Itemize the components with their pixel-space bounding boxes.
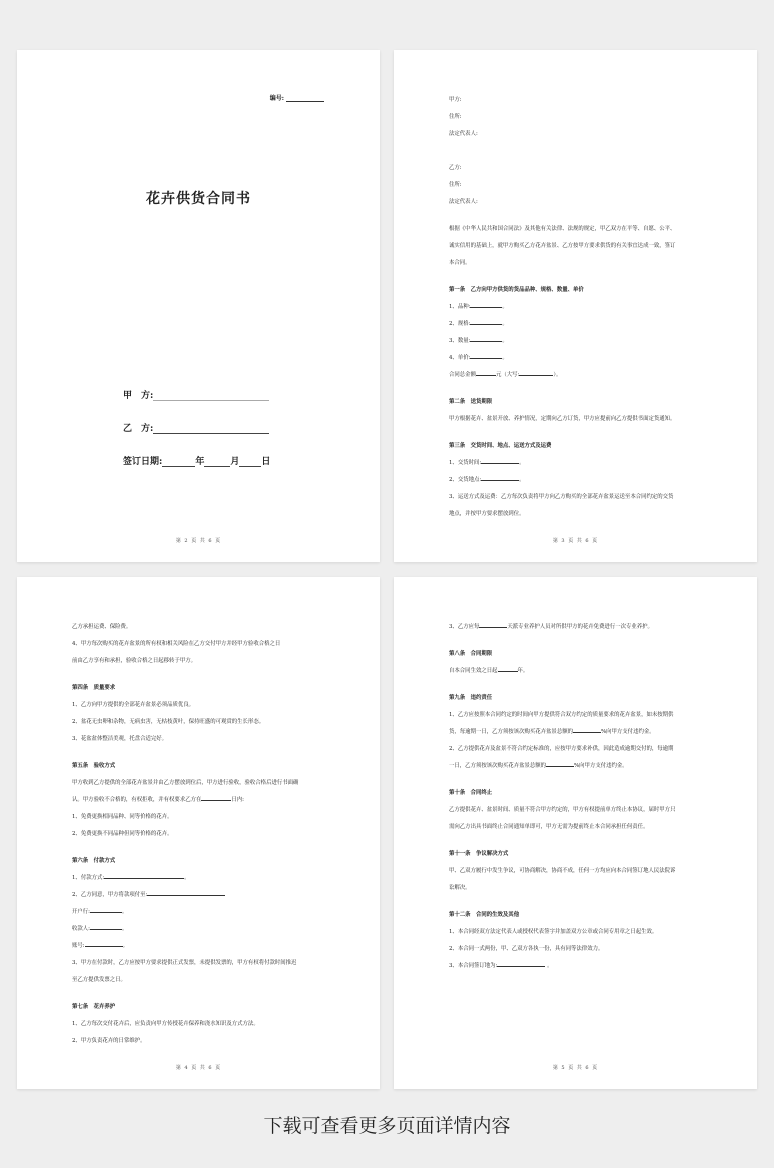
contract-number-label: 编号: [269, 95, 284, 102]
text-line: 2、免费更换不同品种但同等价格的花卉。 [72, 831, 173, 837]
text-line: 本合同。 [449, 260, 471, 266]
year-blank [162, 457, 195, 467]
year-label: 年 [195, 457, 205, 467]
blank-line [498, 666, 518, 672]
text-line: 根据《中华人民共和国合同法》及其他有关法律、法规的规定，甲乙双方在平等、自愿、公平、 [449, 226, 676, 232]
text-line: 1、免费更换相同品种、同等价格的花卉。 [72, 814, 173, 820]
section-heading: 第一条 乙方向甲方供货的货品品种、规格、数量、单价 [449, 287, 584, 293]
section-heading: 第六条 付款方式 [72, 858, 116, 864]
line-text: 自本合同生效之日起 [449, 668, 498, 674]
text-line: 乙方: [449, 165, 462, 171]
section-heading: 第七条 花卉养护 [72, 1004, 116, 1010]
blank-line [497, 961, 545, 967]
cover-title: 花卉供货合同书 [146, 191, 251, 207]
text-line: 地点，并按甲方要求摆放到位。 [449, 511, 525, 517]
blank-line [546, 761, 574, 767]
page-body [449, 619, 704, 975]
document-page-4 [394, 577, 757, 1089]
text-line: 3、甲方在付款时，乙方应按甲方要求提供正式发票，未提供发票的，甲方有权将付款时间推迟 [72, 960, 297, 966]
text-line [72, 792, 327, 809]
party-b-blank [153, 424, 269, 434]
text-line: 3、花盆盆体整洁美观，托盘合适完好。 [72, 736, 168, 742]
text-line: 甲方根据花卉、盆景开放、养护情况，定期向乙方订货，甲方应提前向乙方提供书面定货通知。 [449, 416, 676, 422]
line-text: 元（大写: [495, 372, 520, 378]
party-a-label: 甲 方: [123, 391, 154, 401]
blank-line [470, 336, 502, 342]
page-footer: 第 3 页 共 6 页 [552, 538, 599, 544]
sign-date-label: 签订日期: [123, 457, 163, 467]
blank-line [476, 370, 496, 376]
blank-line [481, 475, 519, 481]
party-b-label: 乙 方: [123, 424, 154, 434]
text-line: 甲方: [449, 97, 462, 103]
text-line: 2、甲方负责花卉的日常维护。 [72, 1038, 146, 1044]
line-text: 1、品种: [449, 304, 471, 310]
section-heading: 第十条 合同终止 [449, 790, 493, 796]
line-text: 3、乙方应每 [449, 624, 480, 630]
text-line: 1、乙方每次交付花卉后，应负责向甲方传授花卉保养和浇水知识及方式方法。 [72, 1021, 259, 1027]
blank-line [479, 622, 507, 628]
line-text: %向甲方支付违约金。 [574, 763, 628, 769]
blank-line [201, 795, 231, 801]
section-heading: 第十一条 争议解决方式 [449, 851, 509, 857]
line-text: 一日，乙方须按该次购买花卉盆景总额的 [449, 763, 547, 769]
text-line: 法定代表人: [449, 199, 478, 205]
blank-line [470, 319, 502, 325]
text-line: 诚实信用的基础上，就甲方购买乙方花卉盆景、乙方按甲方要求供货的有关事宜达成一致，签订 [449, 243, 676, 249]
line-text: 天派专业养护人员对所供甲方的花卉免费进行一次专业养护。 [507, 624, 653, 630]
line-text: 账号: [72, 943, 85, 949]
page-footer: 第 5 页 共 6 页 [552, 1065, 599, 1071]
line-text: 3、本合同签订地为: [449, 963, 498, 969]
text-line: 2、本合同一式两份，甲、乙双方各执一份，具有同等法律效力。 [449, 946, 604, 952]
party-b-field [123, 421, 269, 434]
text-line: 3、本合同签订地为: 。 [449, 963, 553, 969]
text-line: 至乙方提供发票之日。 [72, 977, 126, 983]
text-line: 住所: [449, 114, 462, 120]
line-text: 1、交货时间: [449, 460, 482, 466]
text-line: 1、乙方应按照本合同约定的时间向甲方提供符合双方约定的质量要求的花卉盆景，如未按期供 [449, 712, 674, 718]
text-line [449, 619, 704, 636]
line-text: 2、规格: [449, 321, 471, 327]
text-line: 前由乙方享有和承担，验收合格之日起移转于甲方。 [72, 658, 196, 664]
line-text: 货，每逾期一日，乙方须按该次购买花卉盆景总额的 [449, 729, 573, 735]
section-heading: 第二条 送货期限 [449, 399, 493, 405]
party-a-blank [153, 391, 269, 401]
text-line: 2、交货地点: 。 [449, 477, 525, 483]
blank-line [519, 370, 553, 376]
text-line: 收款人: 。 [72, 926, 128, 932]
day-blank [239, 457, 261, 467]
blank-line [470, 302, 502, 308]
document-page-cover [17, 50, 380, 562]
text-line: 4、单价: 。 [449, 355, 508, 361]
section-heading: 第五条 验收方式 [72, 763, 116, 769]
text-line: 1、品种: 。 [449, 304, 508, 310]
text-line: 1、本合同经双方法定代表人或授权代表签字并加盖双方公章或合同专用章之日起生效。 [449, 929, 658, 935]
text-line [449, 758, 704, 775]
line-text: ）。 [553, 372, 562, 378]
text-line: 住所: [449, 182, 462, 188]
section-heading: 第三条 交货时间、地点、运送方式及运费 [449, 443, 552, 449]
contract-number-blank [286, 95, 324, 102]
text-line: 2、盆花无虫卵和杂物，无病虫害，无枯枝黄叶，保持旺盛的可观赏的生长形态。 [72, 719, 265, 725]
blank-line [90, 907, 122, 913]
text-line: 乙方承担运费、保险费。 [72, 624, 132, 630]
month-label: 月 [230, 457, 240, 467]
line-text: 1、付款方式: [72, 875, 105, 881]
text-line: 2、规格: 。 [449, 321, 508, 327]
page-footer: 第 2 页 共 6 页 [175, 538, 222, 544]
text-line: 甲、乙双方履行中发生争议，可协商解决，协商不成，任何一方均应向本合同签订地人民法院诉 [449, 868, 676, 874]
line-text: 收款人: [72, 926, 90, 932]
blank-line [147, 890, 225, 896]
text-line: 1、交货时间: 。 [449, 460, 525, 466]
text-line: 讼解决。 [449, 885, 471, 891]
text-line: 开户行: 。 [72, 909, 128, 915]
text-line: 3、数量: 。 [449, 338, 508, 344]
blank-line [85, 941, 123, 947]
text-line: 法定代表人: [449, 131, 478, 137]
page-body [449, 92, 704, 523]
page-footer: 第 4 页 共 6 页 [175, 1065, 222, 1071]
text-line [449, 367, 704, 384]
sign-date-field [123, 454, 270, 467]
section-heading: 第九条 违约责任 [449, 695, 493, 701]
page-body [72, 619, 327, 1050]
line-text: %向甲方支付违约金。 [601, 729, 655, 735]
line-text: 年。 [517, 668, 529, 674]
text-line: 需向乙方出具书面终止合同通知单即可，甲方无需为提前终止本合同承担任何责任。 [449, 824, 649, 830]
line-text: 2、交货地点: [449, 477, 482, 483]
month-blank [204, 457, 230, 467]
blank-line [90, 924, 122, 930]
text-line: 账号: 。 [72, 943, 129, 949]
line-text: 日内: [231, 797, 244, 803]
section-heading: 第八条 合同期限 [449, 651, 493, 657]
text-line [449, 663, 704, 680]
document-page-3 [17, 577, 380, 1089]
text-line: 2、乙方提供花卉及盆景不符合约定标准的，应按甲方要求补供，因此造成逾期交付的，每逾期 [449, 746, 674, 752]
line-text: 认。甲方验收不合格的，有权拒收，并有权要求乙方在 [72, 797, 202, 803]
download-caption: 下载可查看更多页面详情内容 [263, 1115, 511, 1137]
text-line: 乙方提供花卉、盆景时间、质量不符合甲方约定的，甲方有权提前单方终止本协议，届时甲方只 [449, 807, 676, 813]
text-line: 1、乙方向甲方提供的全部花卉盆景必须品质优良。 [72, 702, 195, 708]
text-line: 1、付款方式: 。 [72, 875, 190, 881]
contract-number [270, 93, 324, 102]
blank-line [481, 458, 519, 464]
section-heading: 第四条 质量要求 [72, 685, 116, 691]
line-text: 开户行: [72, 909, 90, 915]
line-text: 4、单价: [449, 355, 471, 361]
party-a-field [123, 388, 269, 401]
text-line: 3、运送方式及运费：乙方每次负责将甲方向乙方购买的全部花卉盆景运送至本合同约定的交货 [449, 494, 674, 500]
line-text: 3、数量: [449, 338, 471, 344]
section-heading: 第十二条 合同的生效及其他 [449, 912, 520, 918]
text-line [72, 887, 327, 904]
line-text: 合同总金额 [449, 372, 476, 378]
line-text: 2、乙方同意，甲方将款项付至: [72, 892, 148, 898]
blank-line [573, 727, 601, 733]
document-page-2 [394, 50, 757, 562]
text-line: 4、甲方每次购买的花卉盆景的所有权和相关风险在乙方交付甲方并经甲方验收合格之日 [72, 641, 281, 647]
day-label: 日 [261, 457, 271, 467]
text-line: 甲方收到乙方提供的全部花卉盆景并由乙方摆放到位后，甲方进行验收，验收合格后进行书面确 [72, 780, 299, 786]
text-line [449, 724, 704, 741]
blank-line [470, 353, 502, 359]
blank-line [104, 873, 184, 879]
